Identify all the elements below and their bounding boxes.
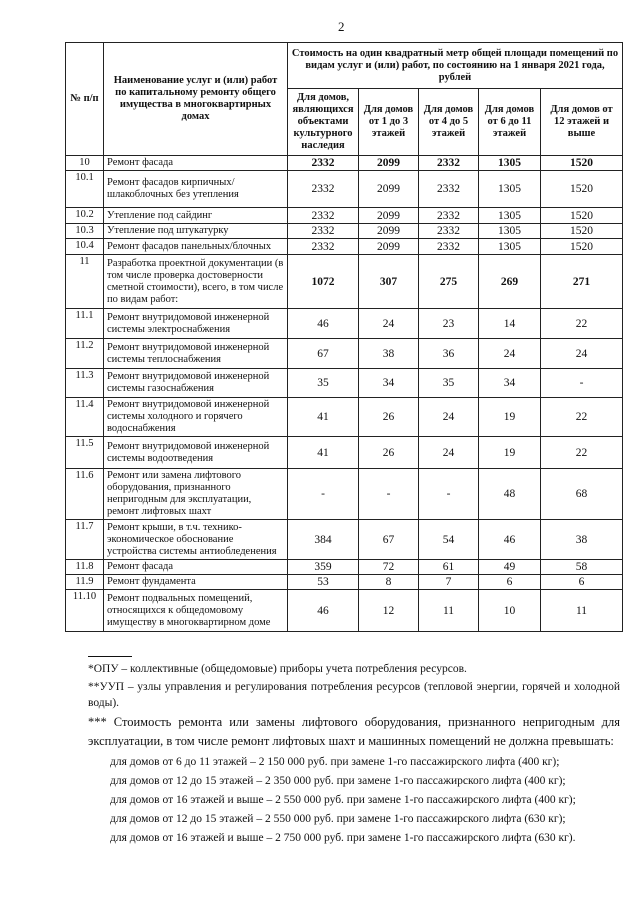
row-value: 19 (479, 437, 541, 469)
row-value: 1520 (541, 171, 623, 208)
row-value: 12 (359, 590, 419, 632)
row-name: Ремонт фасада (104, 560, 288, 575)
row-value: 22 (541, 437, 623, 469)
row-value: 35 (288, 369, 359, 398)
row-value: 1305 (479, 208, 541, 224)
row-value: 61 (419, 560, 479, 575)
footnote-item: для домов от 16 этажей и выше – 2 550 000 руб. при замене 1-го пассажирского лифта (400 кг); (110, 794, 576, 806)
subheader: Для домов от 1 до 3 этажей (359, 89, 419, 156)
row-value: 6 (541, 575, 623, 590)
table-row (66, 339, 623, 369)
row-value: 8 (359, 575, 419, 590)
row-value: 2099 (359, 239, 419, 255)
row-number: 11.4 (66, 398, 104, 437)
row-value: 24 (419, 398, 479, 437)
table-row (66, 469, 623, 520)
row-value: 11 (419, 590, 479, 632)
header-cost-group: Стоимость на один квадратный метр общей площади помещений по видам услуг и (или) работ, по состоянию на 1 января 2021 года, рублей (288, 43, 623, 89)
table-row (66, 437, 623, 469)
row-value: 41 (288, 398, 359, 437)
row-name: Ремонт внутридомовой инженерной системы холодного и горячего водоснабжения (104, 398, 288, 437)
subheader: Для домов от 6 до 11 этажей (479, 89, 541, 156)
row-value: 1520 (541, 239, 623, 255)
row-number: 11.8 (66, 560, 104, 575)
row-value: 35 (419, 369, 479, 398)
row-value: 68 (541, 469, 623, 520)
row-value: 19 (479, 398, 541, 437)
footnote-item: для домов от 6 до 11 этажей – 2 150 000 руб. при замене 1-го пассажирского лифта (400 кг); (110, 756, 560, 768)
table-row (66, 171, 623, 208)
row-value: 271 (541, 255, 623, 309)
row-value: 46 (479, 520, 541, 560)
row-name: Ремонт фундамента (104, 575, 288, 590)
footnote-1: *ОПУ – коллективные (общедомовые) приборы учета потребления ресурсов. (88, 663, 467, 675)
row-value: 2332 (288, 156, 359, 171)
row-name: Утепление под штукатурку (104, 224, 288, 239)
row-value: 24 (541, 339, 623, 369)
row-value: - (288, 469, 359, 520)
row-number: 11.9 (66, 575, 104, 590)
row-value: 2332 (288, 208, 359, 224)
row-value: 11 (541, 590, 623, 632)
row-value: 26 (359, 398, 419, 437)
row-value: 307 (359, 255, 419, 309)
subheader: Для домов, являющихся объектами культурного наследия (288, 89, 359, 156)
row-name: Ремонт фасадов панельных/блочных (104, 239, 288, 255)
row-value: 24 (419, 437, 479, 469)
footnote-item: для домов от 16 этажей и выше – 2 750 000 руб. при замене 1-го пассажирского лифта (630 кг). (110, 832, 576, 844)
row-value: 53 (288, 575, 359, 590)
row-name: Ремонт фасадов кирпичных/шлакоблочных без утепления (104, 171, 288, 208)
row-value: 58 (541, 560, 623, 575)
row-number: 11.1 (66, 309, 104, 339)
row-value: 67 (359, 520, 419, 560)
row-value: 2099 (359, 156, 419, 171)
row-value: 2099 (359, 208, 419, 224)
row-number: 11.3 (66, 369, 104, 398)
row-name: Ремонт внутридомовой инженерной системы теплоснабжения (104, 339, 288, 369)
row-number: 10.2 (66, 208, 104, 224)
footnote-item: для домов от 12 до 15 этажей – 2 550 000 руб. при замене 1-го пассажирского лифта (630 кг); (110, 813, 566, 825)
row-number: 11.10 (66, 590, 104, 632)
table-row (66, 239, 623, 255)
row-value: - (359, 469, 419, 520)
row-value: 269 (479, 255, 541, 309)
row-value: 2099 (359, 224, 419, 239)
table-row (66, 208, 623, 224)
row-value: 22 (541, 398, 623, 437)
row-value: 1305 (479, 171, 541, 208)
row-value: 2332 (288, 224, 359, 239)
row-value: 54 (419, 520, 479, 560)
header-name: Наименование услуг и (или) работ по капитальному ремонту общего имущества в многоквартирных домах (104, 43, 288, 156)
footnote-divider (88, 656, 132, 657)
subheader: Для домов от 4 до 5 этажей (419, 89, 479, 156)
row-value: 2332 (419, 224, 479, 239)
row-value: 275 (419, 255, 479, 309)
cost-table (65, 42, 623, 632)
page-number: 2 (338, 19, 345, 34)
row-name: Ремонт крыши, в т.ч. технико-экономическое обоснование устройства системы антиобледенения (104, 520, 288, 560)
row-value: 1520 (541, 224, 623, 239)
row-value: 384 (288, 520, 359, 560)
row-value: 1305 (479, 239, 541, 255)
row-name: Ремонт внутридомовой инженерной системы электроснабжения (104, 309, 288, 339)
row-value: 1072 (288, 255, 359, 309)
row-value: 10 (479, 590, 541, 632)
row-name: Утепление под сайдинг (104, 208, 288, 224)
row-value: 2332 (419, 171, 479, 208)
row-value: 2332 (419, 208, 479, 224)
row-value: 14 (479, 309, 541, 339)
row-value: 2332 (419, 156, 479, 171)
row-number: 10.3 (66, 224, 104, 239)
table-row (66, 575, 623, 590)
row-value: 2332 (419, 239, 479, 255)
table-row (66, 520, 623, 560)
row-value: 1520 (541, 156, 623, 171)
footnote-item: для домов от 12 до 15 этажей – 2 350 000 руб. при замене 1-го пассажирского лифта (400 кг); (110, 775, 566, 787)
row-value: 38 (541, 520, 623, 560)
row-value: 7 (419, 575, 479, 590)
table-row (66, 255, 623, 309)
row-number: 11.7 (66, 520, 104, 560)
row-value: 36 (419, 339, 479, 369)
row-name: Ремонт или замена лифтового оборудования, признанного непригодным для эксплуатации, ремонт лифтовых шахт (104, 469, 288, 520)
table-row (66, 369, 623, 398)
row-name: Ремонт внутридомовой инженерной системы газоснабжения (104, 369, 288, 398)
table-row (66, 224, 623, 239)
row-value: 41 (288, 437, 359, 469)
table-row (66, 398, 623, 437)
row-name: Ремонт подвальных помещений, относящихся к общедомовому имуществу в многоквартирном доме (104, 590, 288, 632)
row-name: Ремонт фасада (104, 156, 288, 171)
row-value: 1305 (479, 224, 541, 239)
row-value: 26 (359, 437, 419, 469)
row-value: - (541, 369, 623, 398)
footnote-3: *** Стоимость ремонта или замены лифтового оборудования, признанного непригодным для эксплуатации, в том числе ремонт лифтовых шахт и машинных помещений не должна превышать: (88, 715, 620, 748)
row-value: 34 (479, 369, 541, 398)
row-number: 11.6 (66, 469, 104, 520)
header-number: № п/п (66, 43, 104, 156)
row-value: 2332 (288, 171, 359, 208)
row-number: 10.1 (66, 171, 104, 208)
row-value: 46 (288, 590, 359, 632)
row-value: 72 (359, 560, 419, 575)
row-value: 1305 (479, 156, 541, 171)
row-value: - (419, 469, 479, 520)
row-value: 22 (541, 309, 623, 339)
footnotes (88, 656, 620, 848)
row-value: 24 (359, 309, 419, 339)
row-value: 2332 (288, 239, 359, 255)
row-number: 11.5 (66, 437, 104, 469)
row-number: 10 (66, 156, 104, 171)
row-value: 49 (479, 560, 541, 575)
row-name: Ремонт внутридомовой инженерной системы водоотведения (104, 437, 288, 469)
subheader: Для домов от 12 этажей и выше (541, 89, 623, 156)
row-value: 2099 (359, 171, 419, 208)
row-value: 6 (479, 575, 541, 590)
row-name: Разработка проектной документации (в том числе проверка достоверности сметной стоимости), всего, в том числе по видам работ: (104, 255, 288, 309)
row-number: 11 (66, 255, 104, 309)
table-row (66, 309, 623, 339)
row-value: 46 (288, 309, 359, 339)
row-number: 11.2 (66, 339, 104, 369)
table-row (66, 156, 623, 171)
table-row (66, 590, 623, 632)
row-number: 10.4 (66, 239, 104, 255)
row-value: 359 (288, 560, 359, 575)
row-value: 24 (479, 339, 541, 369)
table-row (66, 560, 623, 575)
row-value: 48 (479, 469, 541, 520)
row-value: 34 (359, 369, 419, 398)
row-value: 1520 (541, 208, 623, 224)
row-value: 23 (419, 309, 479, 339)
row-value: 38 (359, 339, 419, 369)
row-value: 67 (288, 339, 359, 369)
footnote-2: **УУП – узлы управления и регулирования потребления ресурсов (тепловой энергии, горячей и холодной воды). (88, 681, 620, 709)
